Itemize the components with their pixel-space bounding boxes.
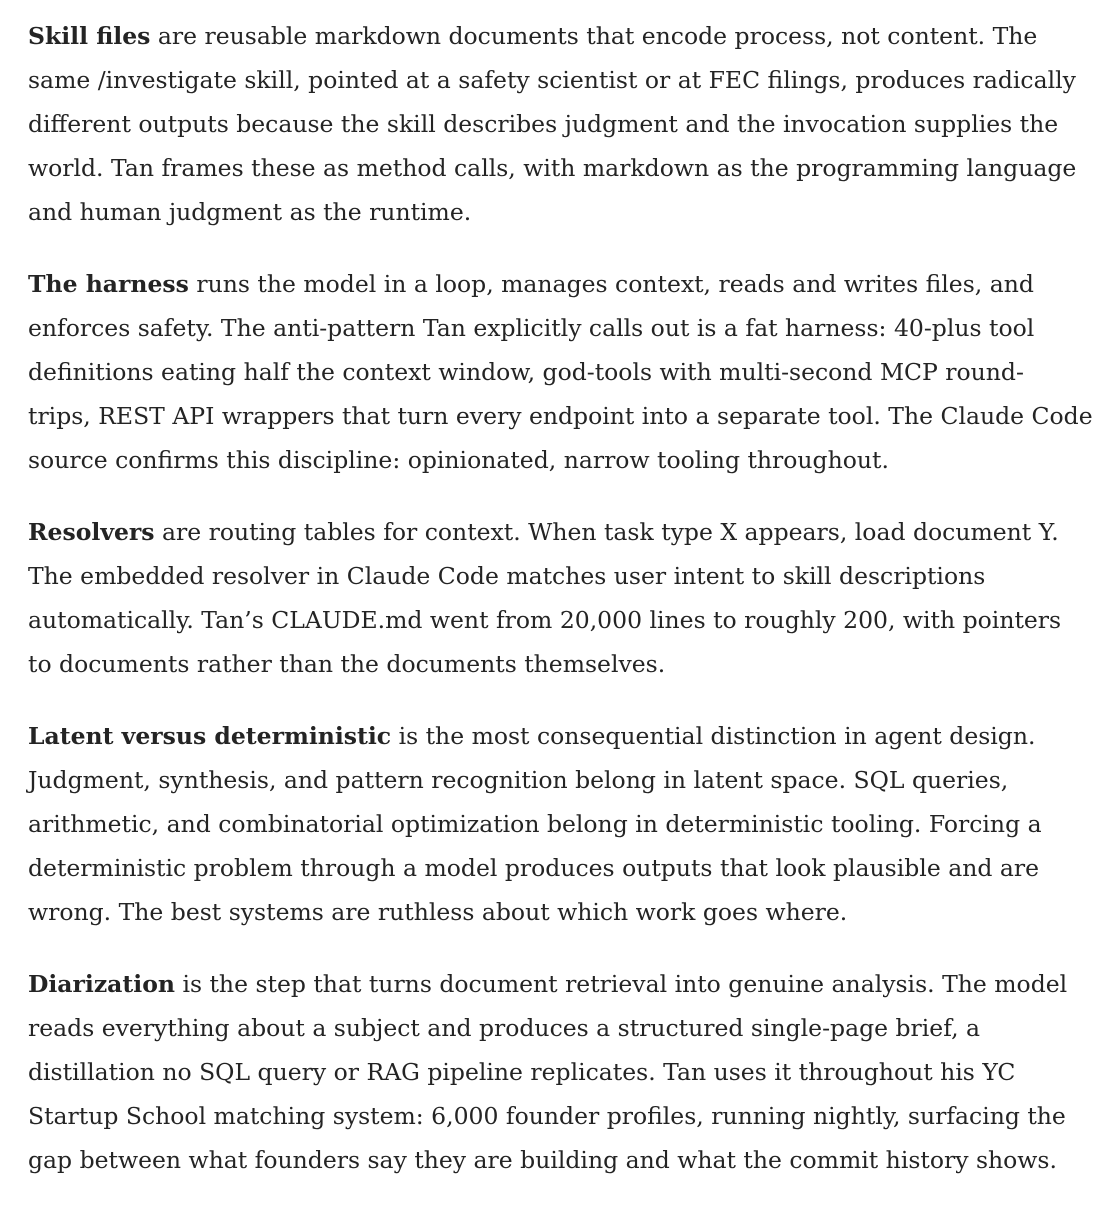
- paragraph-skill-files: [28, 14, 1098, 234]
- paragraph-line: reads everything about a subject and produces a structured single-page brief, a: [28, 1014, 981, 1042]
- paragraph-line: runs the model in a loop, manages context, reads and writes files, and: [188, 270, 1034, 298]
- paragraph-line: same /investigate skill, pointed at a safety scientist or at FEC filings, produces radically: [28, 66, 1076, 94]
- paragraph-line: The embedded resolver in Claude Code matches user intent to skill descriptions: [28, 562, 986, 590]
- paragraph-line: trips, REST API wrappers that turn every endpoint into a separate tool. The Claude Code: [28, 402, 1093, 430]
- paragraph-line: are reusable markdown documents that encode process, not content. The: [150, 22, 1038, 50]
- paragraph-line: and human judgment as the runtime.: [28, 198, 472, 226]
- term-latent-vs-deterministic: Latent versus deterministic: [28, 722, 392, 750]
- term-resolvers: Resolvers: [28, 518, 155, 546]
- paragraph-line: wrong. The best systems are ruthless about which work goes where.: [28, 898, 848, 926]
- paragraph-line: definitions eating half the context window, god-tools with multi-second MCP round-: [28, 358, 1024, 386]
- paragraph-line: arithmetic, and combinatorial optimization belong in deterministic tooling. Forcing a: [28, 810, 1042, 838]
- paragraph-resolvers: [28, 510, 1098, 686]
- paragraph-line: distillation no SQL query or RAG pipeline replicates. Tan uses it throughout his YC: [28, 1058, 1016, 1086]
- paragraph-line: world. Tan frames these as method calls, with markdown as the programming language: [28, 154, 1077, 182]
- article-body: [28, 14, 1098, 1210]
- paragraph-line: Judgment, synthesis, and pattern recognition belong in latent space. SQL queries,: [28, 766, 1009, 794]
- paragraph-line: is the most consequential distinction in agent design.: [391, 722, 1036, 750]
- paragraph-line: is the step that turns document retrieval into genuine analysis. The model: [174, 970, 1068, 998]
- paragraph-line: Startup School matching system: 6,000 founder profiles, running nightly, surfacing the: [28, 1102, 1066, 1130]
- paragraph-line: deterministic problem through a model produces outputs that look plausible and are: [28, 854, 1040, 882]
- term-harness: The harness: [28, 270, 189, 298]
- paragraph-latent-vs-deterministic: [28, 714, 1098, 934]
- paragraph-line: to documents rather than the documents themselves.: [28, 650, 666, 678]
- paragraph-line: different outputs because the skill describes judgment and the invocation supplies the: [28, 110, 1059, 138]
- paragraph-line: source confirms this discipline: opinionated, narrow tooling throughout.: [28, 446, 889, 474]
- paragraph-line: are routing tables for context. When task type X appears, load document Y.: [154, 518, 1059, 546]
- paragraph-line: gap between what founders say they are building and what the commit history shows.: [28, 1146, 1057, 1174]
- term-diarization: Diarization: [28, 970, 175, 998]
- term-skill-files: Skill files: [28, 22, 151, 50]
- paragraph-harness: [28, 262, 1098, 482]
- paragraph-line: enforces safety. The anti-pattern Tan explicitly calls out is a fat harness: 40-plus tool: [28, 314, 1035, 342]
- paragraph-line: automatically. Tan’s CLAUDE.md went from 20,000 lines to roughly 200, with pointers: [28, 606, 1062, 634]
- paragraph-diarization: [28, 962, 1098, 1182]
